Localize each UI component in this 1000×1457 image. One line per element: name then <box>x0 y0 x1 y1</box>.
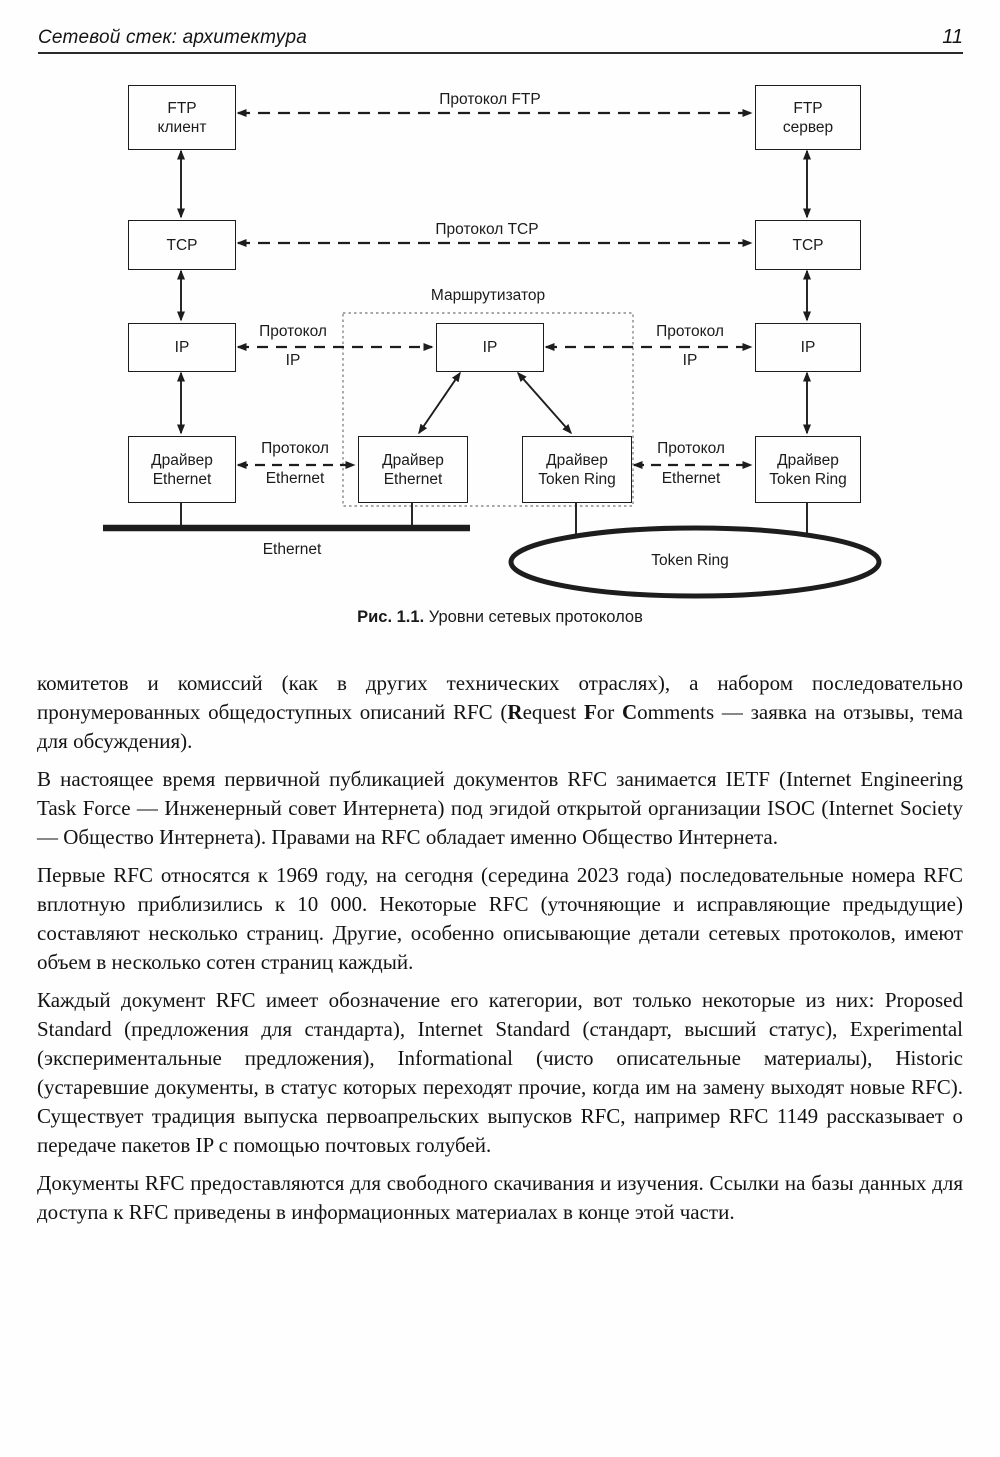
paragraph-2: В настоящее время первичной публикацией документов RFC занимается IETF (Internet Engineering Task Force — Инженерный совет Интернета) под эгидой открытой организации ISOC (Internet Society — Общество Интернета). Правами на RFC обладает именно Общество Интернета. <box>37 767 963 849</box>
box-ip-right <box>755 323 861 372</box>
label-ip-protocol-right-line2: IP <box>682 352 698 369</box>
body-text <box>37 669 963 1236</box>
box-driver-ethernet-router-line1: Драйвер <box>382 451 444 469</box>
box-ftp-server <box>755 85 861 150</box>
arrow-router-ip-eth-driver <box>419 373 460 433</box>
label-ethernet-protocol-right-line1: Протокол <box>657 440 725 457</box>
box-driver-tokenring-router <box>522 436 632 503</box>
box-ip-router <box>436 323 544 372</box>
figure-caption-number: Рис. 1.1. <box>357 608 425 626</box>
label-token-ring: Token Ring <box>651 552 729 569</box>
label-ip-protocol-right-line1: Протокол <box>656 323 724 340</box>
running-title: Сетевой стек: архитектура <box>38 27 307 48</box>
figure-caption-text: Уровни сетевых протоколов <box>424 608 643 626</box>
box-ftp-client-line1: FTP <box>167 99 197 117</box>
box-ip-left-label: IP <box>174 339 190 356</box>
label-ethernet-protocol-left-line2: Ethernet <box>265 470 325 487</box>
box-ftp-client-line2: клиент <box>157 118 207 136</box>
paragraph-5: Документы RFC предоставляются для свободного скачивания и изучения. Ссылки на базы данных для доступа к RFC приведены в информационных материалах в конце этой части. <box>37 1171 963 1224</box>
box-driver-ethernet-left <box>128 436 236 503</box>
label-router: Маршрутизатор <box>430 287 546 304</box>
box-driver-tokenring-right-line1: Драйвер <box>777 451 839 469</box>
box-ip-right-label: IP <box>800 339 816 356</box>
box-tcp-right <box>755 220 861 270</box>
box-ftp-server-line2: сервер <box>782 118 834 136</box>
box-driver-ethernet-router <box>358 436 468 503</box>
label-ethernet-protocol-right-line2: Ethernet <box>661 470 721 487</box>
paragraph-3: Первые RFC относятся к 1969 году, на сегодня (середина 2023 года) последовательные номера RFC вплотную приблизились к 10 000. Некоторые RFC (уточняющие и исправляющие предыдущие) составляют несколько страниц. Другие, особенно описывающие детали сетевых протоколов, имеют объем в несколько сотен страниц каждый. <box>37 863 963 974</box>
label-tcp-protocol: Протокол TCP <box>435 221 539 238</box>
protocol-stack-diagram <box>0 75 1000 610</box>
box-ftp-server-line1: FTP <box>793 99 823 117</box>
box-tcp-right-label: TCP <box>792 236 824 254</box>
box-driver-tokenring-router-line1: Драйвер <box>546 451 608 469</box>
box-driver-ethernet-left-line1: Драйвер <box>151 451 213 469</box>
paragraph-1: комитетов и комиссий (как в других технических отраслях), а набором последовательно пронумерованных общедоступных описаний RFC (Request For Comments — заявка на отзывы, тема для обсуждения). <box>37 671 963 753</box>
label-ftp-protocol: Протокол FTP <box>439 91 541 108</box>
box-tcp-left <box>128 220 236 270</box>
box-ip-router-label: IP <box>482 339 498 356</box>
page-header <box>38 24 963 54</box>
box-driver-tokenring-right-line2: Token Ring <box>769 470 847 488</box>
figure-caption <box>0 608 1000 627</box>
box-driver-ethernet-left-line2: Ethernet <box>152 470 212 488</box>
box-driver-tokenring-router-line2: Token Ring <box>538 470 616 488</box>
paragraph-4: Каждый документ RFC имеет обозначение его категории, вот только некоторые из них: Proposed Standard (предложения для стандарта), Internet Standard (стандарт, высший статус), Experimental (экспериментальные предложения), Informational (чисто описательные материалы), Historic (устаревшие документы, в статус которых переходят прочие, когда им на замену выходят новые RFC). Существует традиция выпуска первоапрельских выпусков RFC, например RFC 1149 рассказывает о передаче пакетов IP с помощью почтовых голубей. <box>37 988 963 1157</box>
box-driver-ethernet-router-line2: Ethernet <box>383 470 443 488</box>
box-ip-left <box>128 323 236 372</box>
label-ip-protocol-left-line1: Протокол <box>259 323 327 340</box>
arrow-router-ip-tr-driver <box>518 373 571 433</box>
label-ethernet-protocol-left-line1: Протокол <box>261 440 329 457</box>
label-ip-protocol-left-line2: IP <box>285 352 301 369</box>
label-ethernet-bus: Ethernet <box>262 541 322 558</box>
box-ftp-client <box>128 85 236 150</box>
box-tcp-left-label: TCP <box>166 236 198 254</box>
page-number: 11 <box>942 26 963 48</box>
box-driver-tokenring-right <box>755 436 861 503</box>
